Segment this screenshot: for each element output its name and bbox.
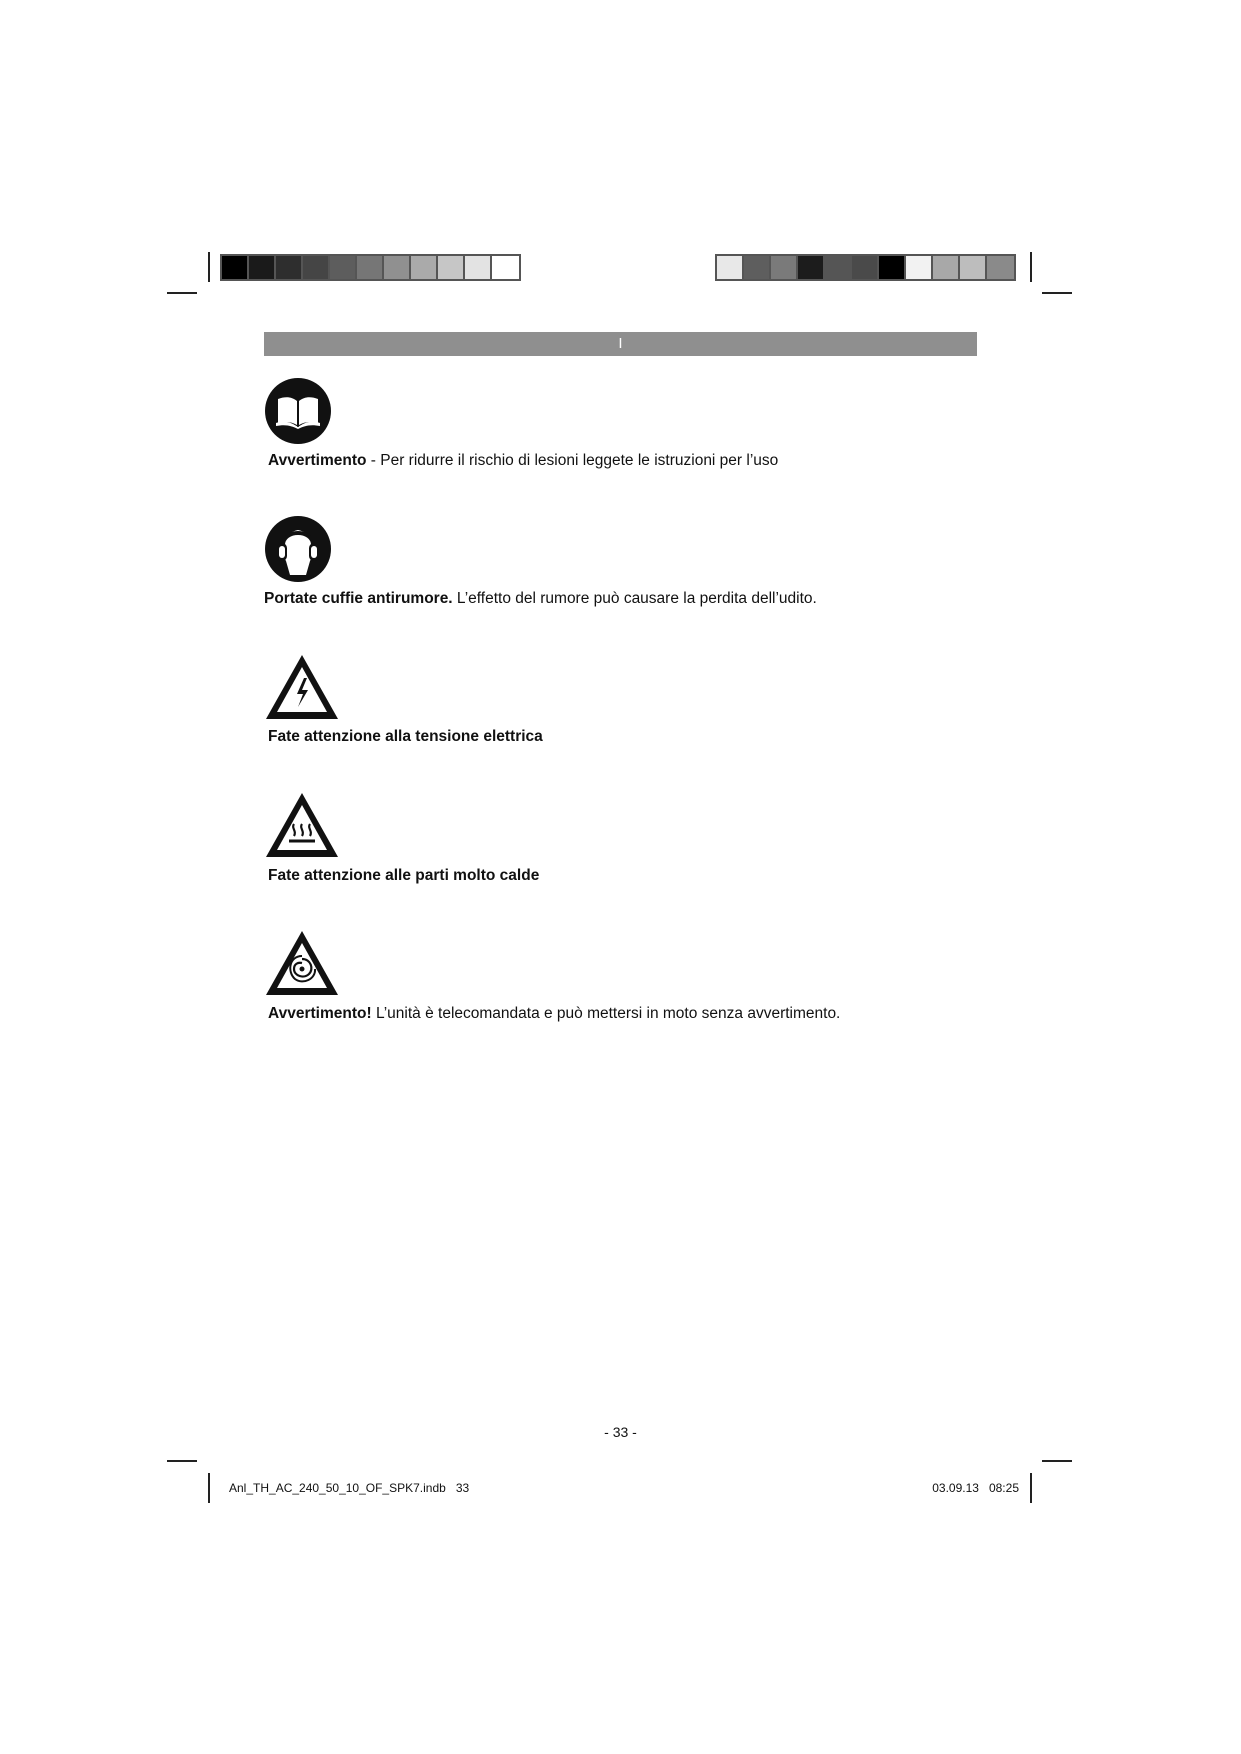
page-number: - 33 -: [604, 1424, 637, 1440]
color-swatch: [222, 256, 249, 279]
color-swatch: [933, 256, 960, 279]
color-swatch: [384, 256, 411, 279]
section-header-bar: [264, 332, 977, 356]
crop-mark: [167, 292, 197, 294]
color-swatch: [492, 256, 519, 279]
electric-hazard-icon: [263, 652, 341, 722]
color-calibration-strip-left: [220, 254, 521, 281]
color-swatch: [960, 256, 987, 279]
color-swatch: [744, 256, 771, 279]
color-swatch: [798, 256, 825, 279]
crop-mark: [208, 1473, 210, 1503]
footer-filename: Anl_TH_AC_240_50_10_OF_SPK7.indb 33: [229, 1481, 470, 1495]
color-calibration-strip-right: [715, 254, 1016, 281]
ear-protection-icon: [264, 515, 332, 583]
read-manual-icon: [264, 377, 332, 445]
crop-mark: [1042, 292, 1072, 294]
crop-mark: [1030, 252, 1032, 282]
color-swatch: [987, 256, 1014, 279]
hot-surface-caption: Fate attenzione alle parti molto calde: [268, 867, 540, 884]
color-swatch: [852, 256, 879, 279]
automatic-start-icon: [263, 928, 341, 998]
crop-mark: [1042, 1460, 1072, 1462]
color-swatch: [330, 256, 357, 279]
color-swatch: [411, 256, 438, 279]
hot-surface-icon: [263, 790, 341, 860]
color-swatch: [438, 256, 465, 279]
color-swatch: [879, 256, 906, 279]
color-swatch: [906, 256, 933, 279]
color-swatch: [249, 256, 276, 279]
color-swatch: [717, 256, 744, 279]
color-swatch: [825, 256, 852, 279]
read-manual-caption: Avvertimento - Per ridurre il rischio di lesioni leggete le istruzioni per l’uso: [268, 452, 779, 469]
crop-mark: [1030, 1473, 1032, 1503]
ear-protection-caption: Portate cuffie antirumore. L’effetto del rumore può causare la perdita dell’udito.: [264, 590, 817, 607]
color-swatch: [465, 256, 492, 279]
language-label: I: [618, 335, 623, 352]
color-swatch: [357, 256, 384, 279]
color-swatch: [276, 256, 303, 279]
crop-mark: [208, 252, 210, 282]
color-swatch: [771, 256, 798, 279]
electric-hazard-caption: Fate attenzione alla tensione elettrica: [268, 728, 543, 745]
automatic-start-caption: Avvertimento! L’unità è telecomandata e può mettersi in moto senza avvertimento.: [268, 1005, 841, 1022]
crop-mark: [167, 1460, 197, 1462]
footer-datetime: 03.09.13 08:25: [932, 1481, 1019, 1495]
color-swatch: [303, 256, 330, 279]
